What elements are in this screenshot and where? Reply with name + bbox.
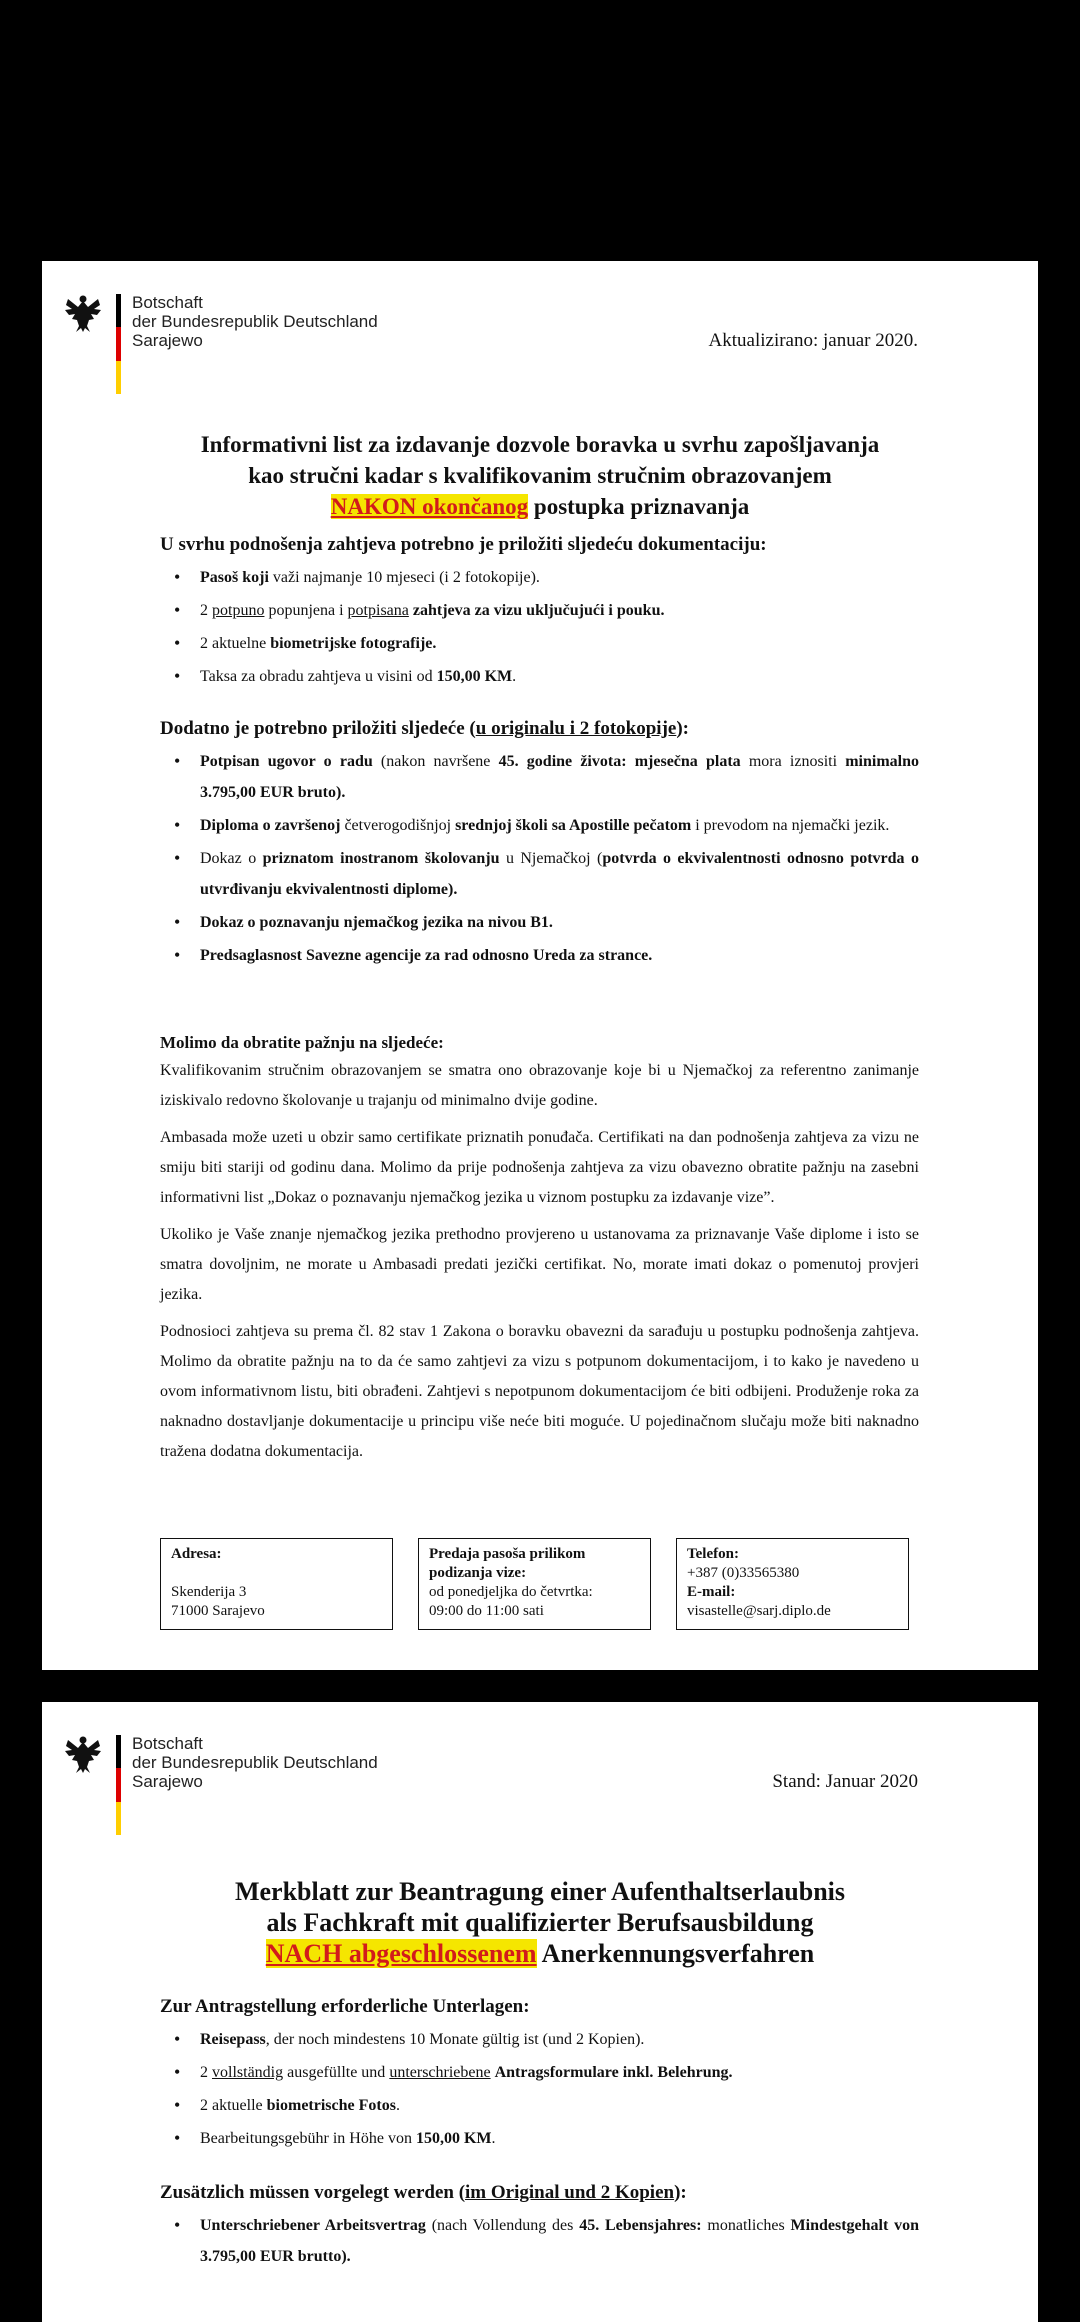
- list-item: • Dokaz o poznavanju njemačkog jezika na nivou B1.: [200, 907, 919, 938]
- list-item: • 2 potpuno popunjena i potpisana zahtjeva za vizu uključujući i pouku.: [200, 595, 919, 626]
- list-item: • 2 vollständig ausgefüllte und unterschriebene Antragsformulare inkl. Belehrung.: [200, 2057, 919, 2088]
- list-item: • Unterschriebener Arbeitsvertrag (nach Vollendung des 45. Lebensjahres: monatliches Mindestgehalt von 3.795,00 EUR brutto).: [200, 2210, 919, 2272]
- german-flag-bar: [116, 294, 121, 394]
- additional-documents-section: [160, 2182, 919, 2274]
- list-item: • Dokaz o priznatom inostranom školovanju u Njemačkoj (potvrda o ekvivalentnosti odnosno potvrda o utvrđivanju ekvivalentnosti diplome).: [200, 843, 919, 905]
- list-item: • Bearbeitungsgebühr in Höhe von 150,00 KM.: [200, 2123, 919, 2154]
- list-item: • Pasoš koji važi najmanje 10 mjeseci (i 2 fotokopije).: [200, 562, 919, 593]
- document-title: Merkblatt zur Beantragung einer Aufenthaltserlaubnis als Fachkraft mit qualifizierter Berufsausbildung NACH abgeschlossenem Anerkennungsverfahren: [234, 1877, 846, 1968]
- notice-section: [160, 1033, 919, 1474]
- highlighted-phrase: NAKON okončanog: [330, 494, 529, 519]
- document-page-1: [42, 261, 1038, 1670]
- notice-heading: Molimo da obratite pažnju na sljedeće:: [160, 1033, 444, 1052]
- list-item: • Reisepass, der noch mindestens 10 Monate gültig ist (und 2 Kopien).: [200, 2024, 919, 2055]
- list-item: • Taksa za obradu zahtjeva u visini od 150,00 KM.: [200, 661, 919, 692]
- list-item: • 2 aktuelle biometrische Fotos.: [200, 2090, 919, 2121]
- embassy-name: Botschaft der Bundesrepublik Deutschland Sarajewo: [132, 1734, 378, 1791]
- paragraph: Ukoliko je Vaše znanje njemačkog jezika prethodno provjereno u ustanovama za priznavanje Vaše diplome i isto se smatra dovoljnim, ne morate u Ambasadi predati jezički certifikat. No, morate imati dokaz o pomenutoj provjeri jezika.: [160, 1226, 919, 1303]
- section-heading: Zur Antragstellung erforderliche Unterlagen:: [160, 1996, 530, 2017]
- highlighted-phrase: NACH abgeschlossenem: [265, 1939, 537, 1968]
- federal-eagle-icon: [64, 1734, 102, 1774]
- german-flag-bar: [116, 1735, 121, 1835]
- section-heading: U svrhu podnošenja zahtjeva potrebno je priložiti sljedeću dokumentaciju:: [160, 534, 767, 555]
- additional-documents-section: [160, 718, 919, 973]
- contact-box: Telefon: +387 (0)33565380 E-mail: visastelle@sarj.diplo.de: [676, 1538, 909, 1630]
- list-item: • 2 aktuelne biometrijske fotografije.: [200, 628, 919, 659]
- required-documents-section: [160, 1996, 919, 2156]
- section-heading: Dodatno je potrebno priložiti sljedeće (u originalu i 2 fotokopije):: [160, 718, 689, 739]
- paragraph: Podnosioci zahtjeva su prema čl. 82 stav 1 Zakona o boravku obavezni da sarađuju u postupku podnošenja zahtjeva. Molimo da obratite pažnju na to da će samo zahtjevi za vizu s potpunom dokumentacijom, i to kako je navedeno u ovom informativnom listu, biti obrađeni. Zahtjevi s nepotpunom dokumentacijom će biti odbijeni. Produženje roka za naknadno dostavljanje dokumentacije u principu više neće biti moguće. U pojedinačnom slučaju može biti naknadno tražena dodatna dokumentacija.: [160, 1323, 919, 1460]
- address-box: Adresa: Skenderija 3 71000 Sarajevo: [160, 1538, 393, 1630]
- document-page-2: [42, 1702, 1038, 2322]
- passport-pickup-box: Predaja pasoša prilikom podizanja vize: od ponedjeljka do četvrtka: 09:00 do 11:00 sati: [418, 1538, 651, 1630]
- document-date: Stand: Januar 2020: [772, 1771, 918, 1792]
- document-title: Informativni list za izdavanje dozvole boravka u svrhu zapošljavanja kao stručni kadar s kvalifikovanim stručnim obrazovanjem NAKON okončanog postupka priznavanja: [200, 432, 880, 519]
- document-date: Aktualizirano: januar 2020.: [708, 330, 918, 351]
- federal-eagle-icon: [64, 293, 102, 333]
- paragraph: Kvalifikovanim stručnim obrazovanjem se smatra ono obrazovanje koje bi u Njemačkoj za referentno zanimanje iziskivalo redovno školovanje u trajanju od minimalno dvije godine.: [160, 1062, 919, 1109]
- list-item: • Predsaglasnost Savezne agencije za rad odnosno Ureda za strance.: [200, 940, 919, 971]
- embassy-name: Botschaft der Bundesrepublik Deutschland Sarajewo: [132, 293, 378, 350]
- email-link[interactable]: visastelle@sarj.diplo.de: [687, 1603, 831, 1619]
- list-item: • Diploma o završenoj četverogodišnjoj srednjoj školi sa Apostille pečatom i prevodom na njemački jezik.: [200, 810, 919, 841]
- contact-boxes: [160, 1538, 960, 1634]
- section-heading: Zusätzlich müssen vorgelegt werden (im Original und 2 Kopien):: [160, 2182, 687, 2203]
- list-item: • Potpisan ugovor o radu (nakon navršene 45. godine života: mjesečna plata mora iznositi minimalno 3.795,00 EUR bruto).: [200, 746, 919, 808]
- required-documents-section: [160, 534, 919, 694]
- paragraph: Ambasada može uzeti u obzir samo certifikate priznatih ponuđača. Certifikati na dan podnošenja zahtjeva za vizu ne smiju biti stariji od godinu dana. Molimo da prije podnošenja zahtjeva za vizu obavezno obratite pažnju na zasebni informativni list „Dokaz o poznavanju njemačkog jezika u viznom postupku za izdavanje vize”.: [160, 1129, 919, 1206]
